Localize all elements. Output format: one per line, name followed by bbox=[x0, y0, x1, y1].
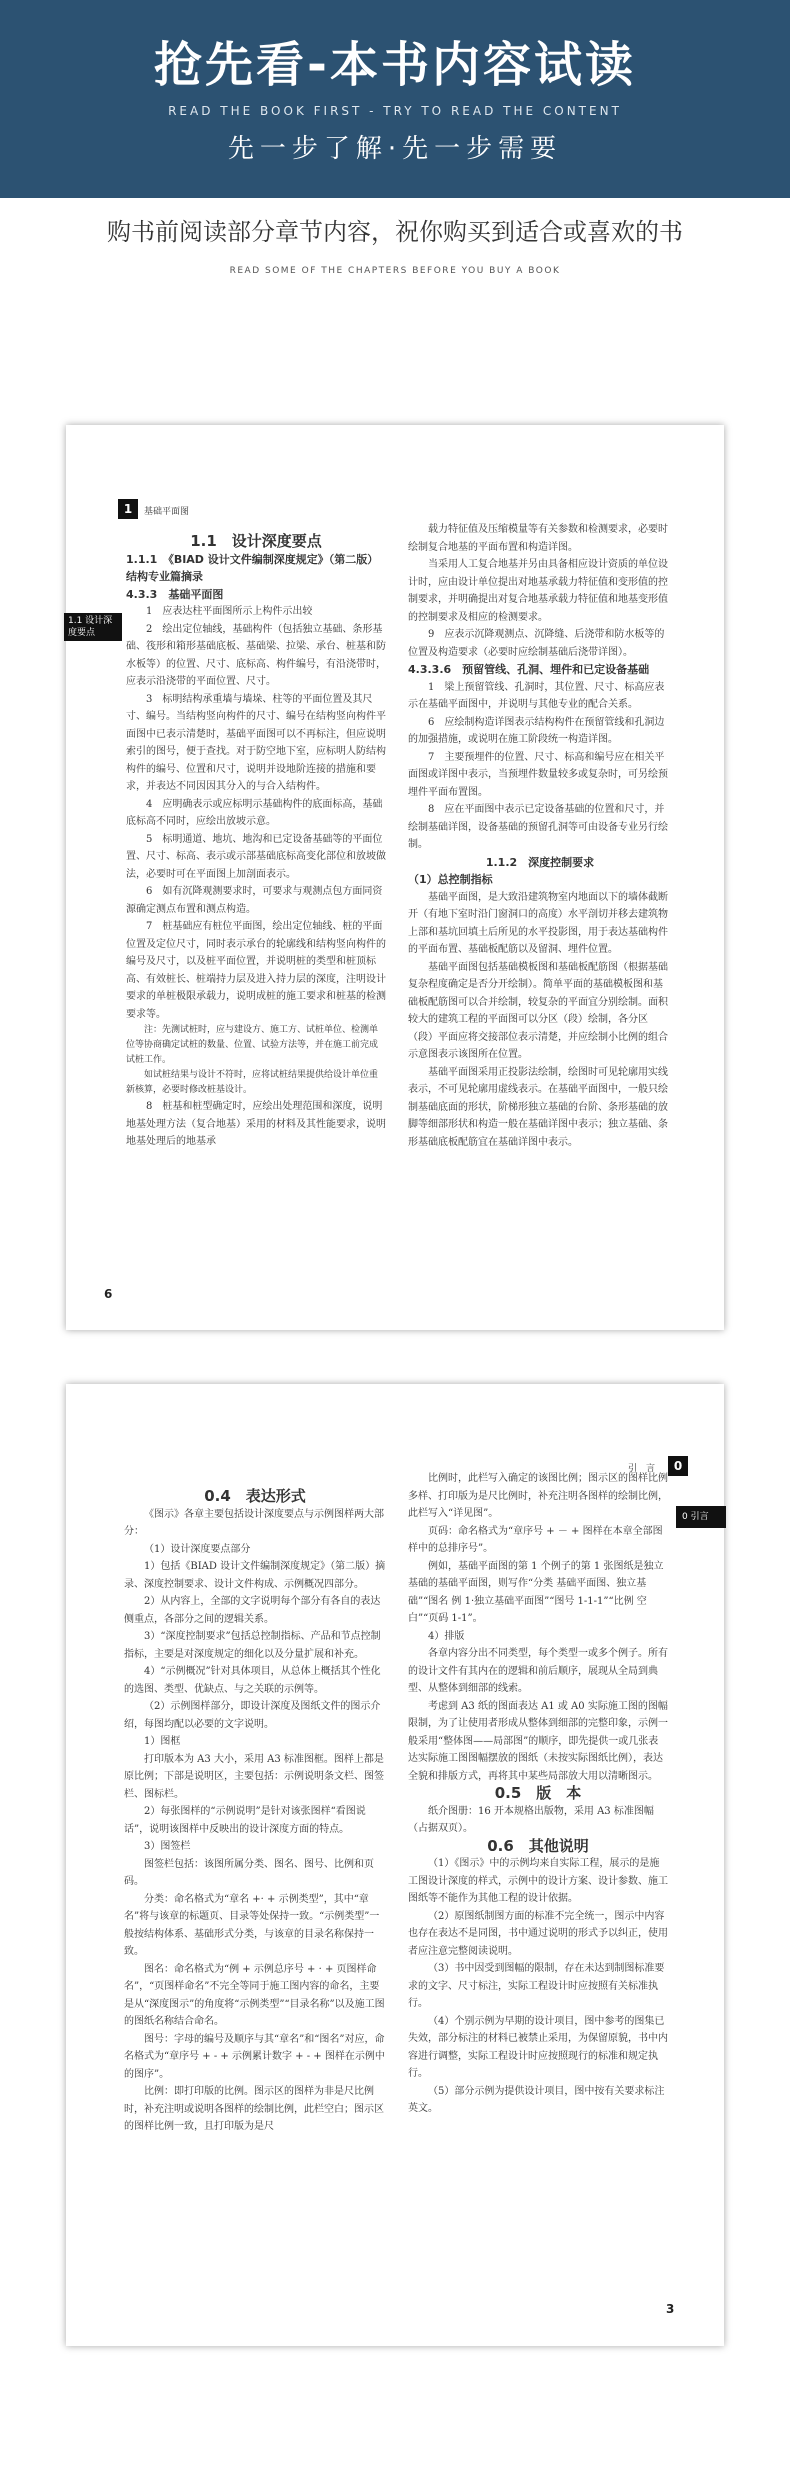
paragraph: 页码：命名格式为“章序号 + － + 图样在本章全部图样中的总排序号”。 bbox=[408, 1525, 663, 1554]
paragraph: 例如，基础平面图的第 1 个例子的第 1 张图纸是独立基础的基础平面图，则写作“分类 基础平面图、独立基础”“图名 例 1·独立基础平面图”“图号 1-1-1”“比例 空白”“页码 1-1”。 bbox=[408, 1560, 664, 1624]
page-number: 3 bbox=[666, 2302, 675, 2316]
paragraph: 基础平面图包括基础模板图和基础板配筋图（根据基础复杂程度确定是否分开绘制）。简单平面的基础模板图和基础板配筋图可以合并绘制，较复杂的平面宜分别绘制。面积较大的建筑工程的平面图可以分区（段）绘制，各分区（段）平面应将交接部位表示清楚，并应绘制小比例的组合示意图表示该图所在位置。 bbox=[408, 961, 668, 1060]
paragraph: 各章内容分出不同类型，每个类型一或多个例子。所有的设计文件有其内在的逻辑和前后顺序，展现从全局到典型、从整体到细部的线索。 bbox=[408, 1648, 668, 1694]
right-column bbox=[408, 1470, 668, 2118]
section-title: 1.1 设计深度要点 bbox=[190, 532, 322, 550]
clause-title: 4.3.3.6 预留管线、孔洞、埋件和已定设备基础 bbox=[408, 663, 650, 676]
paragraph: 图名：命名格式为“例 + 示例总序号 + · + 页图样命名”，“页图样命名”不完全等同于施工图内容的命名，主要是从“深度图示”的角度将“示例类型”“目录名称”以及施工图的图纸名称结合命名。 bbox=[124, 1963, 385, 2027]
paragraph: 3）“深度控制要求”包括总控制指标、产品和节点控制指标，主要是对深度规定的细化以及分量扩展和补充。 bbox=[124, 1631, 381, 1660]
paragraph: 《图示》各章主要包括设计深度要点与示例图样两大部分： bbox=[124, 1508, 384, 1537]
paragraph: （2）原图纸制图方面的标准不完全统一，图示中内容也存在表达不是同图，书中通过说明的形式予以纠正，使用者应注意完整阅读说明。 bbox=[408, 1910, 668, 1957]
subheading: （1）总控制指标 bbox=[408, 873, 493, 886]
paragraph: 7 主要预埋件的位置、尺寸、标高和编号应在相关平面图或详图中表示，当预埋件数量较多或复杂时，可另绘预埋件平面布置图。 bbox=[408, 751, 668, 798]
paragraph: 4）“示例概况”针对具体项目，从总体上概括其个性化的选图、类型、优缺点、与之关联的示例等。 bbox=[124, 1666, 381, 1695]
paragraph: 基础平面图，是大致沿建筑物室内地面以下的墙体截断开（有地下室时沿门窗洞口的高度）水平剖切并移去建筑物上部和基坑回填土后所见的水平投影图，用于表达基础构件的平面布置、基础板配筋以及留洞、埋件位置。 bbox=[408, 891, 668, 955]
paragraph: 4）排版 bbox=[428, 1630, 465, 1642]
left-column bbox=[126, 533, 386, 1151]
paragraph: 1 梁上预留管线、孔洞时，其位置、尺寸、标高应表示在基础平面图中，并说明与其他专业的配合关系。 bbox=[408, 681, 665, 710]
paragraph: 分类：命名格式为“章名 +· + 示例类型”，其中“章名”将与该章的标题页、目录等处保持一致。“示例类型”一般按结构体系、基础形式分类，与该章的目录名称保持一致。 bbox=[124, 1893, 380, 1957]
paragraph: 5 标明通道、地坑、地沟和已定设备基础等的平面位置、尺寸、标高、表示或示部基础底标高变化部位和放坡做法，必要时可在平面图上加剖面表示。 bbox=[126, 833, 386, 880]
paragraph: 1 应表达柱平面图所示上构件示出较 bbox=[146, 606, 313, 617]
book-page-3 bbox=[66, 1384, 724, 2346]
section-title: 0.5 版 本 bbox=[494, 1784, 582, 1802]
paragraph: 当采用人工复合地基并另由具备相应设计资质的单位设计时，应由设计单位提出对地基承载力特征值和变形值的控制要求，并明确提出对复合地基承载力特征值和地基变形值的控制要求及相应的检测要求。 bbox=[408, 559, 668, 623]
paragraph: 3 标明结构承重墙与墙垛、柱等的平面位置及其尺寸、编号。当结构竖向构件的尺寸、编号在结构竖向构件平面图中已表示清楚时，基础平面图可以不再标注，但应说明索引的图号，便于查找。对于防空地下室，应标明人防结构构件的编号、位置和尺寸，说明并设地阶连接的措施和要求，并表达不同因因其分入的与合入结构件。 bbox=[126, 693, 386, 792]
clause-title: 4.3.3 基础平面图 bbox=[126, 587, 224, 601]
paragraph: （2）示例图样部分，即设计深度及图纸文件的图示介绍，每图均配以必要的文字说明。 bbox=[124, 1701, 381, 1730]
book-page-6 bbox=[66, 425, 724, 1330]
intro-text-en: READ SOME OF THE CHAPTERS BEFORE YOU BUY A BOOK bbox=[229, 266, 561, 276]
paragraph: 2 绘出定位轴线，基础构件（包括独立基础、条形基础、筏形和箱形基础底板、基础梁、拉梁、承台、桩基和防水板等）的位置、尺寸、底标高、构件编号，有沿浇带时，应表示沿浇带的平面位置、尺寸。 bbox=[126, 623, 386, 687]
section-title: 0.4 表达形式 bbox=[204, 1487, 306, 1505]
chapter-number-badge: 0 bbox=[668, 1456, 688, 1476]
page-number: 6 bbox=[104, 1287, 113, 1301]
paragraph: 2）从内容上，全部的文字说明每个部分有各自的表达侧重点，各部分之间的逻辑关系。 bbox=[124, 1596, 381, 1625]
note: 如试桩结果与设计不符时，应将试桩结果提供给设计单位重新核算，必要时修改桩基设计。 bbox=[126, 1070, 379, 1095]
paragraph: （5）部分示例为提供设计项目，图中按有关要求标注英文。 bbox=[408, 2085, 665, 2114]
paragraph: 1）包括《BIAD 设计文件编制深度规定》（第二版）摘录、深度控制要求、设计文件构成、示例概况四部分。 bbox=[124, 1561, 386, 1590]
paragraph: 载力特征值及压缩模量等有关参数和检测要求，必要时绘制复合地基的平面布置和构造详图。 bbox=[408, 524, 668, 553]
paragraph: 考虑到 A3 纸的图面表达 A1 或 A0 实际施工图的图幅限制，为了让使用者形成从整体到细部的完整印象，示例一般采用“整体图——局部图”的顺序，即先提供一或几张表达实际施工图图幅摆放的图纸（未按实际图纸比例），表达全貌和排版方式，再将其中某些局部放大用以清晰图示。 bbox=[408, 1700, 668, 1782]
paragraph: 基础平面图采用正投影法绘制，绘图时可见轮廓用实线表示，不可见轮廓用虚线表示。在基础平面图中，一般只绘制基础底面的形状，阶梯形独立基础的台阶、条形基础的放脚等细部形状和构造一般在基础详图中表示；独立基础、条形基础底板配筋宜在基础详图中表示。 bbox=[408, 1066, 668, 1148]
paragraph: 3）图签栏 bbox=[144, 1841, 191, 1852]
paragraph: （1）设计深度要点部分 bbox=[144, 1543, 251, 1555]
paragraph: （1）《图示》中的示例均来自实际工程，展示的是施工图设计深度的样式，示例中的设计方案、设计参数、施工图纸等不能作为其他工程的设计依据。 bbox=[408, 1858, 668, 1904]
paragraph: 纸介图册：16 开本规格出版物，采用 A3 标准图幅（占据双页）。 bbox=[408, 1805, 654, 1834]
paragraph: （3）书中因受到图幅的限制，存在未达到制图标准要求的文字、尺寸标注，实际工程设计时应按照有关标准执行。 bbox=[408, 1963, 665, 2009]
header-label: 引 言 bbox=[628, 1464, 656, 1474]
paragraph: 4 应明确表示或应标明示基础构件的底面标高，基础底标高不同时，应绘出放坡示意。 bbox=[126, 798, 383, 827]
header-banner bbox=[0, 0, 790, 198]
paragraph: 7 桩基础应有桩位平面图，绘出定位轴线、桩的平面位置及定位尺寸，同时表示承台的轮廓线和结构竖向构件的编号及尺寸，以及桩平面位置，并说明桩的类型和桩顶标高、有效桩长、桩端持力层及进入持力层的深度，注明设计要求的单桩极限承载力，说明成桩的施工要求和桩基的检测要求等。 bbox=[126, 921, 386, 1020]
side-tab: 1.1 设计深度要点 bbox=[64, 613, 122, 641]
paragraph: 2）每张图样的“示例说明”是针对该张图样“看图说话”，说明该图样中反映出的设计深度方面的特点。 bbox=[124, 1806, 366, 1835]
note: 注：先测试桩时，应与建设方、施工方、试桩单位、检测单位等协商确定试桩的数量、位置、试验方法等，并在施工前完成试桩工作。 bbox=[126, 1025, 379, 1065]
paragraph: 打印版本为 A3 大小，采用 A3 标准图框。图样上都是原比例；下部是说明区，主要包括：示例说明条文栏、图签栏、图标栏。 bbox=[124, 1753, 384, 1800]
subsection-title: 1.1.2 深度控制要求 bbox=[485, 855, 595, 869]
right-column bbox=[408, 521, 672, 1151]
left-column bbox=[124, 1488, 386, 2136]
paragraph: 8 桩基和桩型确定时，应绘出处理范围和深度，说明地基处理方法（复合地基）采用的材料及其性能要求，说明地基处理后的地基承 bbox=[126, 1101, 386, 1147]
chapter-number-badge: 1 bbox=[118, 499, 138, 519]
paragraph: 8 应在平面图中表示已定设备基础的位置和尺寸，并绘制基础详图，设备基础的预留孔洞等可由设备专业另行绘制。 bbox=[408, 804, 668, 850]
paragraph: 比例：即打印版的比例。图示区的图样为非是尺比例时，补充注明或说明各图样的绘制比例，此栏空白；图示区的图样比例一致，且打印版为是尺 bbox=[124, 2086, 384, 2132]
subsection-title: 1.1.1 《BIAD 设计文件编制深度规定》（第二版）结构专业篇摘录 bbox=[126, 552, 379, 583]
chapter-name: 基础平面图 bbox=[144, 507, 190, 517]
intro-text: 购书前阅读部分章节内容，祝你购买到适合或喜欢的书 bbox=[107, 218, 683, 246]
paragraph: 6 如有沉降观测要求时，可要求与观测点包方面同资源确定测点布置和测点构造。 bbox=[126, 886, 383, 915]
paragraph: （4）个别示例为早期的设计项目，图中参考的图集已失效，部分标注的材料已被禁止采用，为保留原貌，书中内容进行调整，实际工程设计时应按照现行的标准和规定执行。 bbox=[408, 2015, 668, 2079]
banner-slogan: 先一步了解·先一步需要 bbox=[227, 134, 563, 164]
banner-subtitle: READ THE BOOK FIRST - TRY TO READ THE CONTENT bbox=[168, 104, 622, 118]
paragraph: 图签栏包括：该图所属分类、图名、图号、比例和页码。 bbox=[124, 1858, 374, 1887]
paragraph: 1）图框 bbox=[144, 1736, 181, 1747]
banner-title: 抢先看-本书内容试读 bbox=[154, 37, 636, 93]
paragraph: 比例时，此栏写入确定的该图比例；图示区的图样比例多样、打印版为是尺比例时，补充注明各图样的绘制比例，此栏写入“详见图”。 bbox=[408, 1473, 668, 1519]
side-tab: 0 引言 bbox=[676, 1506, 726, 1528]
section-title: 0.6 其他说明 bbox=[487, 1836, 589, 1855]
paragraph: 9 应表示沉降观测点、沉降缝、后浇带和防水板等的位置及构造要求（必要时应绘制基础后浇带详图）。 bbox=[408, 629, 665, 658]
paragraph: 6 应绘制构造详图表示结构构件在预留管线和孔洞边的加强措施，或说明在施工阶段统一构造详图。 bbox=[408, 716, 665, 745]
paragraph: 图号：字母的编号及顺序与其“章名”和“图名”对应，命名格式为“章序号 + - + 示例累计数字 + - + 图样在示例中的图序”。 bbox=[124, 2033, 385, 2080]
